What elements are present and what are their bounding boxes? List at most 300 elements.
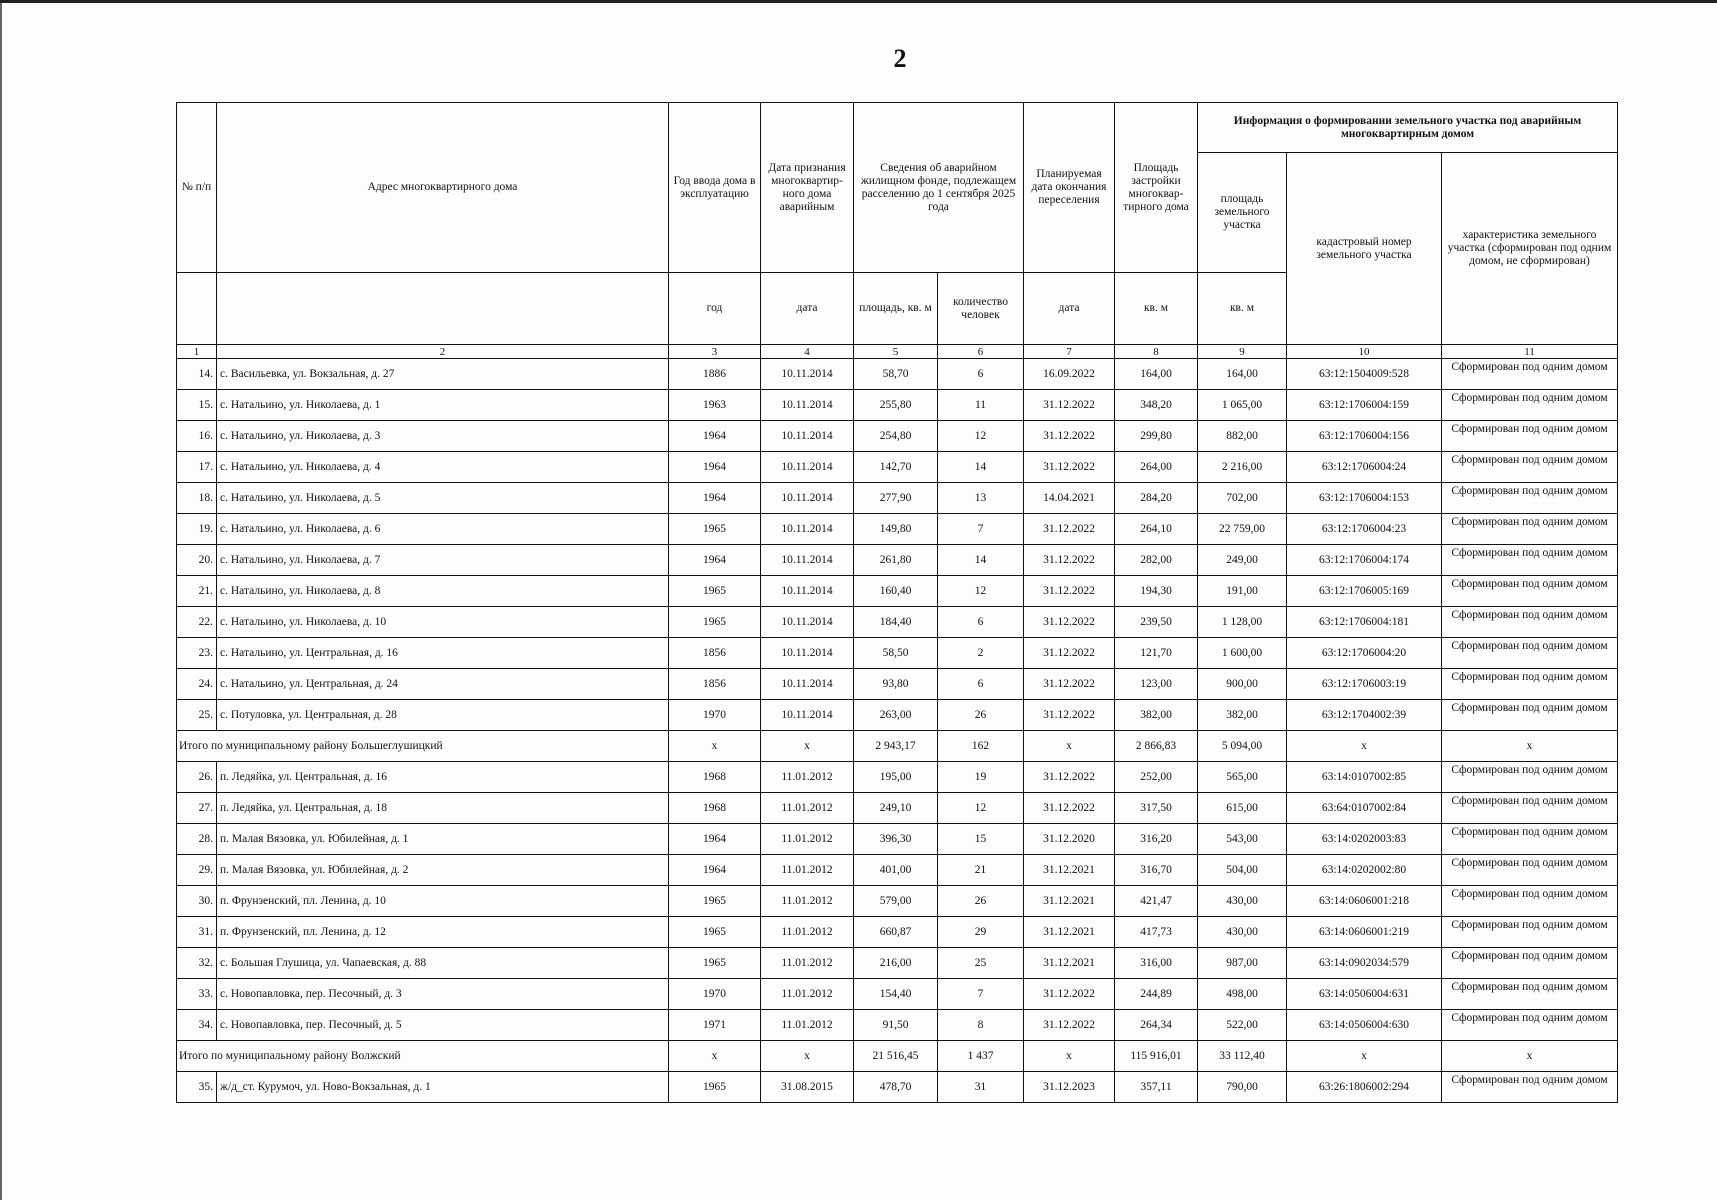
column-number: 10 (1287, 345, 1442, 359)
row-land-char-text: Сформирован под одним домом (1451, 857, 1608, 869)
row-land-area: 22 759,00 (1198, 514, 1287, 545)
table-row (177, 1072, 1618, 1103)
row-area: 401,00 (854, 855, 938, 886)
row-address: с. Натальино, ул. Николаева, д. 10 (217, 607, 669, 638)
row-year: 1965 (669, 917, 761, 948)
row-land-char-text: Сформирован под одним домом (1451, 826, 1608, 838)
row-people: 15 (938, 824, 1024, 855)
row-building-area: 2 866,83 (1115, 731, 1198, 762)
column-numbers-row (177, 345, 1618, 359)
row-number: 17. (177, 452, 217, 483)
row-people: 14 (938, 452, 1024, 483)
row-planned-date: 31.12.2021 (1024, 917, 1115, 948)
row-land-char-text: Сформирован под одним домом (1451, 671, 1608, 683)
table-row (177, 452, 1618, 483)
row-land-area: 1 128,00 (1198, 607, 1287, 638)
row-date-recognized: 10.11.2014 (761, 452, 854, 483)
row-land-char-text: Сформирован под одним домом (1451, 795, 1608, 807)
table-row (177, 576, 1618, 607)
row-planned-date: 31.12.2022 (1024, 514, 1115, 545)
row-people: 25 (938, 948, 1024, 979)
row-land-char (1442, 576, 1618, 607)
row-number: 34. (177, 1010, 217, 1041)
row-people: 11 (938, 390, 1024, 421)
row-area: 21 516,45 (854, 1041, 938, 1072)
column-number: 8 (1115, 345, 1198, 359)
left-border-line (0, 3, 2, 1200)
row-planned-date: 31.12.2022 (1024, 762, 1115, 793)
row-people: 14 (938, 545, 1024, 576)
row-land-char-text: Сформирован под одним домом (1451, 764, 1608, 776)
row-area: 149,80 (854, 514, 938, 545)
row-land-char-text: Сформирован под одним домом (1451, 392, 1608, 404)
row-number: 14. (177, 359, 217, 390)
row-date-recognized: 11.01.2012 (761, 855, 854, 886)
row-year: 1970 (669, 700, 761, 731)
unit-date: дата (761, 273, 854, 345)
row-date-recognized: 10.11.2014 (761, 514, 854, 545)
table-row (177, 483, 1618, 514)
row-number: 32. (177, 948, 217, 979)
row-year: 1965 (669, 948, 761, 979)
table-row (177, 700, 1618, 731)
row-people: 26 (938, 886, 1024, 917)
row-area: 277,90 (854, 483, 938, 514)
row-address: с. Натальино, ул. Николаева, д. 4 (217, 452, 669, 483)
row-land-char: x (1442, 731, 1618, 762)
row-building-area: 382,00 (1115, 700, 1198, 731)
row-land-char (1442, 793, 1618, 824)
row-address: с. Новопавловка, пер. Песочный, д. 5 (217, 1010, 669, 1041)
table-row (177, 917, 1618, 948)
row-building-area: 123,00 (1115, 669, 1198, 700)
row-year: 1963 (669, 390, 761, 421)
row-year: 1856 (669, 669, 761, 700)
row-number: 21. (177, 576, 217, 607)
row-number: 19. (177, 514, 217, 545)
row-cadastral: 63:14:0506004:631 (1287, 979, 1442, 1010)
table-body (177, 345, 1618, 1103)
row-land-char-text: Сформирован под одним домом (1451, 919, 1608, 931)
row-year: 1964 (669, 545, 761, 576)
row-planned-date: 31.12.2021 (1024, 948, 1115, 979)
row-year: 1965 (669, 514, 761, 545)
row-planned-date: 31.12.2022 (1024, 669, 1115, 700)
row-cadastral: 63:12:1706005:169 (1287, 576, 1442, 607)
unit-area: площадь, кв. м (854, 273, 938, 345)
row-planned-date: 31.12.2022 (1024, 700, 1115, 731)
header-emergency-fund: Сведения об аварийном жилищном фонде, подлежащем расселению до 1 сентября 2025 года (854, 103, 1024, 273)
row-land-char (1442, 483, 1618, 514)
row-land-area: 882,00 (1198, 421, 1287, 452)
row-land-char-text: Сформирован под одним домом (1451, 702, 1608, 714)
row-year: 1965 (669, 576, 761, 607)
row-area: 93,80 (854, 669, 938, 700)
row-area: 154,40 (854, 979, 938, 1010)
row-building-area: 282,00 (1115, 545, 1198, 576)
row-planned-date: 31.12.2022 (1024, 390, 1115, 421)
row-people: 8 (938, 1010, 1024, 1041)
row-land-char-text: Сформирован под одним домом (1451, 454, 1608, 466)
row-building-area: 357,11 (1115, 1072, 1198, 1103)
row-people: 19 (938, 762, 1024, 793)
row-address: п. Фрунзенский, пл. Ленина, д. 12 (217, 917, 669, 948)
row-land-area: 33 112,40 (1198, 1041, 1287, 1072)
row-address: с. Васильевка, ул. Вокзальная, д. 27 (217, 359, 669, 390)
row-land-area: 504,00 (1198, 855, 1287, 886)
page-number: 2 (893, 44, 907, 73)
row-cadastral: 63:12:1706004:181 (1287, 607, 1442, 638)
row-people: 13 (938, 483, 1024, 514)
row-cadastral: 63:14:0202002:80 (1287, 855, 1442, 886)
row-planned-date: 31.12.2022 (1024, 452, 1115, 483)
row-building-area: 239,50 (1115, 607, 1198, 638)
row-address: п. Ледяйка, ул. Центральная, д. 18 (217, 793, 669, 824)
table-row (177, 359, 1618, 390)
row-land-area: 1 065,00 (1198, 390, 1287, 421)
column-number: 2 (217, 345, 669, 359)
row-year: x (669, 1041, 761, 1072)
row-building-area: 264,34 (1115, 1010, 1198, 1041)
row-date-recognized: 11.01.2012 (761, 824, 854, 855)
row-number: 24. (177, 669, 217, 700)
row-year: 1964 (669, 452, 761, 483)
row-building-area: 417,73 (1115, 917, 1198, 948)
row-land-area: 191,00 (1198, 576, 1287, 607)
row-planned-date: 31.12.2023 (1024, 1072, 1115, 1103)
row-area: 2 943,17 (854, 731, 938, 762)
row-people: 6 (938, 669, 1024, 700)
header-land-char: характеристика земельного участка (сформирован под одним домом, не сформирован) (1442, 153, 1618, 345)
header-land-info: Информация о формировании земельного участка под аварийным многоквартирным домом (1198, 103, 1618, 153)
row-number: 31. (177, 917, 217, 948)
row-date-recognized: 10.11.2014 (761, 483, 854, 514)
row-address: п. Малая Вязовка, ул. Юбилейная, д. 2 (217, 855, 669, 886)
row-number: 25. (177, 700, 217, 731)
table-row (177, 793, 1618, 824)
row-area: 216,00 (854, 948, 938, 979)
row-land-char (1442, 886, 1618, 917)
row-date-recognized: 10.11.2014 (761, 545, 854, 576)
table-row (177, 948, 1618, 979)
row-land-char: x (1442, 1041, 1618, 1072)
row-cadastral: 63:14:0902034:579 (1287, 948, 1442, 979)
row-date-recognized: x (761, 1041, 854, 1072)
row-land-area: 615,00 (1198, 793, 1287, 824)
row-address: с. Новопавловка, пер. Песочный, д. 3 (217, 979, 669, 1010)
row-land-area: 790,00 (1198, 1072, 1287, 1103)
row-land-area: 382,00 (1198, 700, 1287, 731)
header-num-sub (177, 273, 217, 345)
row-people: 6 (938, 359, 1024, 390)
row-year: 1964 (669, 855, 761, 886)
row-people: 12 (938, 793, 1024, 824)
row-address: с. Натальино, ул. Николаева, д. 6 (217, 514, 669, 545)
row-land-char-text: Сформирован под одним домом (1451, 888, 1608, 900)
top-border-line (0, 0, 1717, 3)
row-land-char (1442, 824, 1618, 855)
row-cadastral: 63:12:1706004:23 (1287, 514, 1442, 545)
row-building-area: 317,50 (1115, 793, 1198, 824)
row-year: 1856 (669, 638, 761, 669)
row-number: 27. (177, 793, 217, 824)
row-land-char (1442, 545, 1618, 576)
header-cadastral: кадастровый номер земельного участка (1287, 153, 1442, 345)
column-number: 4 (761, 345, 854, 359)
table-row (177, 1010, 1618, 1041)
row-land-char-text: Сформирован под одним домом (1451, 1074, 1608, 1086)
row-address: п. Ледяйка, ул. Центральная, д. 16 (217, 762, 669, 793)
row-number: 35. (177, 1072, 217, 1103)
row-date-recognized: 11.01.2012 (761, 979, 854, 1010)
row-land-char-text: Сформирован под одним домом (1451, 361, 1608, 373)
table-row (177, 824, 1618, 855)
row-planned-date: 31.12.2022 (1024, 545, 1115, 576)
row-cadastral: x (1287, 731, 1442, 762)
row-date-recognized: 10.11.2014 (761, 669, 854, 700)
row-cadastral: 63:14:0506004:630 (1287, 1010, 1442, 1041)
row-cadastral: 63:64:0107002:84 (1287, 793, 1442, 824)
row-people: 7 (938, 514, 1024, 545)
row-area: 195,00 (854, 762, 938, 793)
row-planned-date: 16.09.2022 (1024, 359, 1115, 390)
row-address: п. Малая Вязовка, ул. Юбилейная, д. 1 (217, 824, 669, 855)
row-address: с. Натальино, ул. Николаева, д. 8 (217, 576, 669, 607)
row-cadastral: 63:12:1704002:39 (1287, 700, 1442, 731)
row-land-char (1442, 607, 1618, 638)
row-number: 29. (177, 855, 217, 886)
row-land-area: 702,00 (1198, 483, 1287, 514)
row-land-char (1442, 1072, 1618, 1103)
row-land-area: 900,00 (1198, 669, 1287, 700)
row-date-recognized: 11.01.2012 (761, 762, 854, 793)
column-number: 9 (1198, 345, 1287, 359)
row-building-area: 252,00 (1115, 762, 1198, 793)
row-land-area: 2 216,00 (1198, 452, 1287, 483)
row-date-recognized: 11.01.2012 (761, 886, 854, 917)
row-number: 18. (177, 483, 217, 514)
table-row (177, 607, 1618, 638)
emergency-housing-table (176, 102, 1618, 1103)
row-land-area: 987,00 (1198, 948, 1287, 979)
row-cadastral: 63:14:0202003:83 (1287, 824, 1442, 855)
row-planned-date: 31.12.2020 (1024, 824, 1115, 855)
header-year: Год ввода дома в эксплуатацию (669, 103, 761, 273)
row-land-char-text: Сформирован под одним домом (1451, 423, 1608, 435)
row-land-char (1442, 855, 1618, 886)
unit-date-plan: дата (1024, 273, 1115, 345)
row-number: 26. (177, 762, 217, 793)
row-area: 91,50 (854, 1010, 938, 1041)
row-cadastral: 63:12:1706004:156 (1287, 421, 1442, 452)
row-area: 263,00 (854, 700, 938, 731)
row-land-area: 5 094,00 (1198, 731, 1287, 762)
row-planned-date: 31.12.2021 (1024, 855, 1115, 886)
row-area: 58,50 (854, 638, 938, 669)
row-address: с. Натальино, ул. Николаева, д. 3 (217, 421, 669, 452)
row-address: с. Натальино, ул. Николаева, д. 7 (217, 545, 669, 576)
header-planned-date: Планируемая дата окончания переселения (1024, 103, 1115, 273)
row-year: 1965 (669, 886, 761, 917)
row-year: 1886 (669, 359, 761, 390)
row-area: 579,00 (854, 886, 938, 917)
row-planned-date: x (1024, 731, 1115, 762)
column-number: 1 (177, 345, 217, 359)
column-number: 5 (854, 345, 938, 359)
summary-row (177, 731, 1618, 762)
row-building-area: 316,20 (1115, 824, 1198, 855)
row-building-area: 284,20 (1115, 483, 1198, 514)
row-year: 1964 (669, 483, 761, 514)
row-building-area: 316,70 (1115, 855, 1198, 886)
row-planned-date: 14.04.2021 (1024, 483, 1115, 514)
row-number: 15. (177, 390, 217, 421)
row-date-recognized: 10.11.2014 (761, 700, 854, 731)
row-planned-date: 31.12.2022 (1024, 1010, 1115, 1041)
row-people: 12 (938, 421, 1024, 452)
table-row (177, 545, 1618, 576)
row-cadastral: 63:12:1504009:528 (1287, 359, 1442, 390)
summary-label: Итого по муниципальному району Волжский (177, 1041, 669, 1072)
row-cadastral: x (1287, 1041, 1442, 1072)
row-land-area: 249,00 (1198, 545, 1287, 576)
row-land-char-text: Сформирован под одним домом (1451, 547, 1608, 559)
row-area: 184,40 (854, 607, 938, 638)
row-year: 1971 (669, 1010, 761, 1041)
row-land-char-text: Сформирован под одним домом (1451, 950, 1608, 962)
unit-year: год (669, 273, 761, 345)
row-year: x (669, 731, 761, 762)
table-row (177, 421, 1618, 452)
row-planned-date: 31.12.2022 (1024, 793, 1115, 824)
row-area: 261,80 (854, 545, 938, 576)
row-building-area: 299,80 (1115, 421, 1198, 452)
row-date-recognized: 11.01.2012 (761, 917, 854, 948)
row-address: ж/д_ст. Курумоч, ул. Ново-Вокзальная, д. 1 (217, 1072, 669, 1103)
header-date-recognized: Дата признания многоквартир-ного дома аварийным (761, 103, 854, 273)
row-year: 1965 (669, 1072, 761, 1103)
row-land-char (1442, 917, 1618, 948)
row-planned-date: x (1024, 1041, 1115, 1072)
row-year: 1964 (669, 824, 761, 855)
row-people: 1 437 (938, 1041, 1024, 1072)
row-number: 33. (177, 979, 217, 1010)
row-land-char (1442, 638, 1618, 669)
row-area: 249,10 (854, 793, 938, 824)
row-area: 396,30 (854, 824, 938, 855)
row-people: 26 (938, 700, 1024, 731)
row-address: п. Фрунзенский, пл. Ленина, д. 10 (217, 886, 669, 917)
row-land-area: 543,00 (1198, 824, 1287, 855)
row-number: 22. (177, 607, 217, 638)
header-address: Адрес многоквартирного дома (217, 103, 669, 273)
row-planned-date: 31.12.2022 (1024, 607, 1115, 638)
row-year: 1968 (669, 762, 761, 793)
row-cadastral: 63:12:1706003:19 (1287, 669, 1442, 700)
row-cadastral: 63:14:0606001:219 (1287, 917, 1442, 948)
row-area: 255,80 (854, 390, 938, 421)
row-cadastral: 63:12:1706004:24 (1287, 452, 1442, 483)
row-people: 6 (938, 607, 1024, 638)
row-address: с. Натальино, ул. Николаева, д. 1 (217, 390, 669, 421)
table-row (177, 638, 1618, 669)
header-address-sub (217, 273, 669, 345)
row-area: 160,40 (854, 576, 938, 607)
row-date-recognized: 11.01.2012 (761, 793, 854, 824)
table-header (177, 103, 1618, 345)
row-address: с. Большая Глушица, ул. Чапаевская, д. 88 (217, 948, 669, 979)
summary-label: Итого по муниципальному району Большеглушицкий (177, 731, 669, 762)
row-land-area: 430,00 (1198, 886, 1287, 917)
row-area: 58,70 (854, 359, 938, 390)
row-number: 20. (177, 545, 217, 576)
row-planned-date: 31.12.2022 (1024, 576, 1115, 607)
row-planned-date: 31.12.2022 (1024, 638, 1115, 669)
row-land-char-text: Сформирован под одним домом (1451, 485, 1608, 497)
row-people: 21 (938, 855, 1024, 886)
row-building-area: 115 916,01 (1115, 1041, 1198, 1072)
table-row (177, 762, 1618, 793)
row-area: 478,70 (854, 1072, 938, 1103)
unit-sqm-land: кв. м (1198, 273, 1287, 345)
row-address: с. Натальино, ул. Центральная, д. 16 (217, 638, 669, 669)
row-building-area: 348,20 (1115, 390, 1198, 421)
row-people: 12 (938, 576, 1024, 607)
row-people: 31 (938, 1072, 1024, 1103)
row-year: 1968 (669, 793, 761, 824)
row-land-char (1442, 421, 1618, 452)
column-number: 3 (669, 345, 761, 359)
row-date-recognized: 10.11.2014 (761, 359, 854, 390)
row-cadastral: 63:12:1706004:20 (1287, 638, 1442, 669)
column-number: 11 (1442, 345, 1618, 359)
row-date-recognized: x (761, 731, 854, 762)
row-cadastral: 63:12:1706004:153 (1287, 483, 1442, 514)
table-row (177, 855, 1618, 886)
table-row (177, 979, 1618, 1010)
row-land-char (1442, 762, 1618, 793)
row-cadastral: 63:12:1706004:174 (1287, 545, 1442, 576)
table-row (177, 669, 1618, 700)
row-address: с. Потуловка, ул. Центральная, д. 28 (217, 700, 669, 731)
row-year: 1964 (669, 421, 761, 452)
row-building-area: 244,89 (1115, 979, 1198, 1010)
row-land-area: 1 600,00 (1198, 638, 1287, 669)
row-number: 28. (177, 824, 217, 855)
row-planned-date: 31.12.2022 (1024, 421, 1115, 452)
row-people: 162 (938, 731, 1024, 762)
row-date-recognized: 10.11.2014 (761, 638, 854, 669)
unit-people: количество человек (938, 273, 1024, 345)
row-people: 29 (938, 917, 1024, 948)
row-area: 660,87 (854, 917, 938, 948)
row-building-area: 264,10 (1115, 514, 1198, 545)
row-land-char-text: Сформирован под одним домом (1451, 516, 1608, 528)
row-land-char (1442, 700, 1618, 731)
row-area: 254,80 (854, 421, 938, 452)
row-building-area: 421,47 (1115, 886, 1198, 917)
row-land-area: 164,00 (1198, 359, 1287, 390)
row-planned-date: 31.12.2022 (1024, 979, 1115, 1010)
row-address: с. Натальино, ул. Центральная, д. 24 (217, 669, 669, 700)
column-number: 6 (938, 345, 1024, 359)
header-building-area: Площадь застройки многоквар-тирного дома (1115, 103, 1198, 273)
unit-sqm-building: кв. м (1115, 273, 1198, 345)
row-building-area: 316,00 (1115, 948, 1198, 979)
row-date-recognized: 11.01.2012 (761, 948, 854, 979)
row-number: 23. (177, 638, 217, 669)
row-land-char (1442, 669, 1618, 700)
